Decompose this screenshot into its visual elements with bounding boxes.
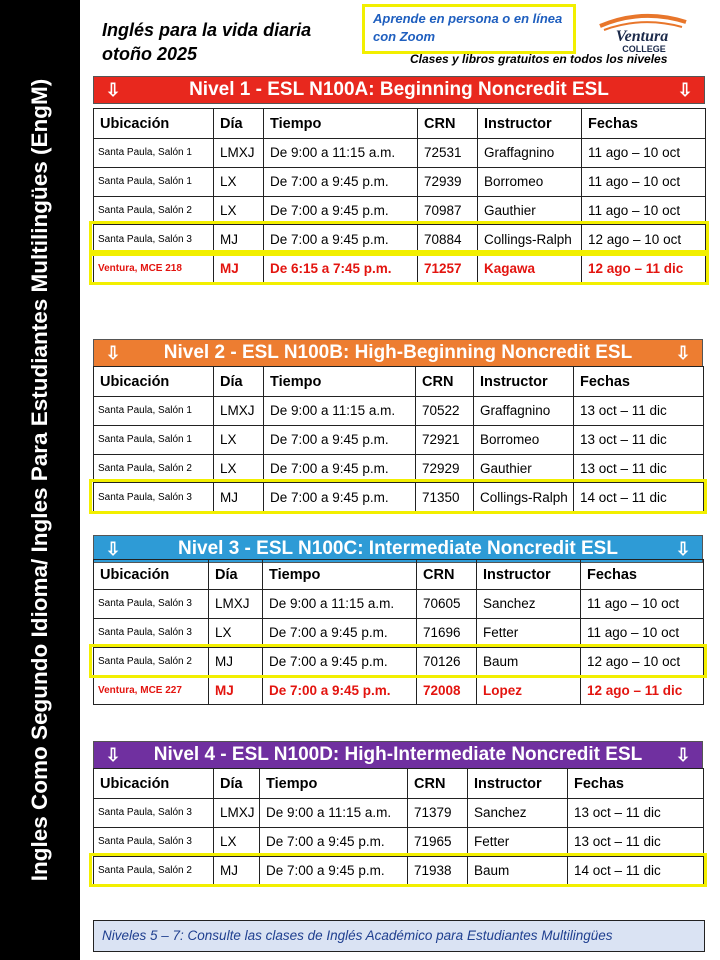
cell-instructor: Fetter: [477, 618, 581, 647]
cell-crn: 72929: [416, 454, 474, 483]
cell-crn: 70126: [417, 647, 477, 676]
cell-instructor: Borromeo: [474, 425, 574, 454]
column-header-tiempo: Tiempo: [260, 769, 408, 799]
footer-note: Niveles 5 – 7: Consulte las clases de Inglés Académico para Estudiantes Multilingües: [93, 920, 705, 952]
cell-instructor: Baum: [477, 647, 581, 676]
cell-tiempo: De 7:00 a 9:45 p.m.: [264, 167, 418, 196]
column-header-dia: Día: [214, 367, 264, 397]
cell-fechas: 13 oct – 11 dic: [574, 397, 704, 426]
column-header-fechas: Fechas: [581, 560, 704, 590]
cell-tiempo: De 7:00 a 9:45 p.m.: [263, 647, 417, 676]
cell-dia: LX: [214, 167, 264, 196]
cell-fechas: 11 ago – 10 oct: [582, 196, 706, 225]
cell-fechas: 11 ago – 10 oct: [582, 167, 706, 196]
level-4-banner: [93, 741, 703, 769]
level-1-banner: [93, 76, 705, 104]
table-row: [94, 483, 704, 512]
cell-tiempo: De 7:00 a 9:45 p.m.: [264, 483, 416, 512]
cell-dia: LX: [214, 425, 264, 454]
level-2-banner: [93, 339, 703, 367]
column-header-fechas: Fechas: [568, 769, 704, 799]
cell-dia: LX: [214, 196, 264, 225]
table-header-row: [94, 560, 704, 590]
down-arrow-icon: ⇩: [105, 745, 121, 765]
cell-dia: LX: [209, 618, 263, 647]
column-header-tiempo: Tiempo: [264, 109, 418, 139]
down-arrow-icon: ⇩: [675, 539, 691, 559]
table-row: [94, 225, 706, 254]
table-row: [94, 425, 704, 454]
cell-dia: LX: [214, 454, 264, 483]
cell-ubicacion: Santa Paula, Salón 2: [94, 647, 209, 676]
page-title: [102, 18, 311, 66]
cell-instructor: Sanchez: [468, 799, 568, 828]
sidebar-vertical-title: Ingles Como Segundo Idioma/ Ingles Para Estudiantes Multilingües (EngM): [27, 78, 52, 882]
cell-instructor: Gauthier: [474, 454, 574, 483]
cell-ubicacion: Santa Paula, Salón 3: [94, 799, 214, 828]
cell-ubicacion: Santa Paula, Salón 1: [94, 425, 214, 454]
table-row: [94, 676, 704, 705]
zoom-callout: Aprende en persona o en línea con Zoom: [362, 4, 576, 54]
cell-instructor: Sanchez: [477, 590, 581, 619]
cell-ubicacion: Santa Paula, Salón 2: [94, 454, 214, 483]
cell-dia: MJ: [209, 676, 263, 705]
cell-instructor: Kagawa: [478, 254, 582, 283]
cell-fechas: 12 ago – 10 oct: [581, 647, 704, 676]
cell-ubicacion: Ventura, MCE 227: [94, 676, 209, 705]
logo-subtitle: COLLEGE: [622, 44, 666, 54]
cell-ubicacion: Santa Paula, Salón 1: [94, 397, 214, 426]
cell-dia: MJ: [214, 483, 264, 512]
cell-dia: MJ: [214, 225, 264, 254]
cell-tiempo: De 7:00 a 9:45 p.m.: [260, 856, 408, 885]
table-row: [94, 454, 704, 483]
table-header-row: [94, 109, 706, 139]
column-header-ubicacion: Ubicación: [94, 769, 214, 799]
table-row: [94, 647, 704, 676]
cell-tiempo: De 6:15 a 7:45 p.m.: [264, 254, 418, 283]
cell-ubicacion: Santa Paula, Salón 3: [94, 827, 214, 856]
table-row: [94, 254, 706, 283]
level-title: Nivel 1 - ESL N100A: Beginning Noncredit ESL: [189, 79, 609, 100]
cell-dia: LMXJ: [214, 397, 264, 426]
cell-instructor: Baum: [468, 856, 568, 885]
cell-tiempo: De 9:00 a 11:15 a.m.: [260, 799, 408, 828]
table-row: [94, 799, 704, 828]
level-title: Nivel 3 - ESL N100C: Intermediate Noncredit ESL: [178, 538, 618, 559]
column-header-crn: CRN: [418, 109, 478, 139]
down-arrow-icon: ⇩: [675, 745, 691, 765]
cell-dia: MJ: [214, 254, 264, 283]
cell-ubicacion: Santa Paula, Salón 3: [94, 483, 214, 512]
cell-crn: 70605: [417, 590, 477, 619]
level-4-schedule-table: [93, 768, 704, 885]
cell-dia: LMXJ: [214, 799, 260, 828]
cell-fechas: 12 ago – 10 oct: [582, 225, 706, 254]
level-2-schedule-table: [93, 366, 704, 512]
table-row: [94, 618, 704, 647]
cell-tiempo: De 7:00 a 9:45 p.m.: [264, 196, 418, 225]
cell-fechas: 13 oct – 11 dic: [568, 827, 704, 856]
cell-fechas: 13 oct – 11 dic: [574, 425, 704, 454]
table-row: [94, 397, 704, 426]
cell-instructor: Fetter: [468, 827, 568, 856]
cell-tiempo: De 7:00 a 9:45 p.m.: [264, 225, 418, 254]
cell-dia: LX: [214, 827, 260, 856]
cell-tiempo: De 7:00 a 9:45 p.m.: [264, 454, 416, 483]
cell-instructor: Gauthier: [478, 196, 582, 225]
column-header-crn: CRN: [408, 769, 468, 799]
cell-fechas: 13 oct – 11 dic: [574, 454, 704, 483]
cell-crn: 71257: [418, 254, 478, 283]
column-header-tiempo: Tiempo: [263, 560, 417, 590]
table-header-row: [94, 367, 704, 397]
cell-crn: 71696: [417, 618, 477, 647]
cell-crn: 71350: [416, 483, 474, 512]
cell-tiempo: De 9:00 a 11:15 a.m.: [263, 590, 417, 619]
column-header-instructor: Instructor: [478, 109, 582, 139]
cell-dia: LMXJ: [209, 590, 263, 619]
down-arrow-icon: ⇩: [105, 539, 121, 559]
down-arrow-icon: ⇩: [677, 80, 693, 100]
cell-fechas: 13 oct – 11 dic: [568, 799, 704, 828]
sidebar-band: [0, 0, 80, 960]
column-header-ubicacion: Ubicación: [94, 560, 209, 590]
level-3-schedule-table: [93, 559, 704, 705]
cell-crn: 71965: [408, 827, 468, 856]
cell-instructor: Graffagnino: [478, 139, 582, 168]
cell-crn: 71379: [408, 799, 468, 828]
column-header-crn: CRN: [416, 367, 474, 397]
column-header-fechas: Fechas: [574, 367, 704, 397]
cell-dia: LMXJ: [214, 139, 264, 168]
logo-wordmark: Ventura: [615, 28, 669, 45]
level-title: Nivel 4 - ESL N100D: High-Intermediate Noncredit ESL: [153, 744, 643, 765]
cell-crn: 72921: [416, 425, 474, 454]
down-arrow-icon: ⇩: [105, 343, 121, 363]
table-row: [94, 827, 704, 856]
level-1-schedule-table: [93, 108, 706, 283]
cell-fechas: 11 ago – 10 oct: [581, 618, 704, 647]
cell-ubicacion: Santa Paula, Salón 2: [94, 856, 214, 885]
column-header-instructor: Instructor: [477, 560, 581, 590]
cell-tiempo: De 7:00 a 9:45 p.m.: [260, 827, 408, 856]
column-header-tiempo: Tiempo: [264, 367, 416, 397]
cell-crn: 70522: [416, 397, 474, 426]
cell-tiempo: De 9:00 a 11:15 a.m.: [264, 397, 416, 426]
column-header-ubicacion: Ubicación: [94, 109, 214, 139]
cell-fechas: 12 ago – 11 dic: [581, 676, 704, 705]
cell-instructor: Collings-Ralph: [478, 225, 582, 254]
column-header-instructor: Instructor: [474, 367, 574, 397]
cell-fechas: 14 oct – 11 dic: [568, 856, 704, 885]
cell-crn: 70884: [418, 225, 478, 254]
cell-crn: 72531: [418, 139, 478, 168]
cell-crn: 72008: [417, 676, 477, 705]
column-header-ubicacion: Ubicación: [94, 367, 214, 397]
cell-instructor: Graffagnino: [474, 397, 574, 426]
column-header-fechas: Fechas: [582, 109, 706, 139]
cell-ubicacion: Santa Paula, Salón 2: [94, 196, 214, 225]
level-title: Nivel 2 - ESL N100B: High-Beginning Noncredit ESL: [163, 342, 633, 363]
free-classes-note: Clases y libros gratuitos en todos los niveles: [410, 52, 668, 66]
ventura-college-logo: [594, 12, 690, 54]
column-header-dia: Día: [214, 769, 260, 799]
cell-tiempo: De 7:00 a 9:45 p.m.: [263, 618, 417, 647]
table-row: [94, 590, 704, 619]
cell-dia: MJ: [214, 856, 260, 885]
cell-fechas: 11 ago – 10 oct: [582, 139, 706, 168]
column-header-dia: Día: [209, 560, 263, 590]
cell-ubicacion: Santa Paula, Salón 3: [94, 225, 214, 254]
cell-ubicacion: Santa Paula, Salón 3: [94, 618, 209, 647]
cell-dia: MJ: [209, 647, 263, 676]
table-row: [94, 167, 706, 196]
table-row: [94, 856, 704, 885]
cell-tiempo: De 9:00 a 11:15 a.m.: [264, 139, 418, 168]
cell-tiempo: De 7:00 a 9:45 p.m.: [264, 425, 416, 454]
cell-ubicacion: Santa Paula, Salón 1: [94, 139, 214, 168]
down-arrow-icon: ⇩: [675, 343, 691, 363]
cell-fechas: 11 ago – 10 oct: [581, 590, 704, 619]
cell-crn: 71938: [408, 856, 468, 885]
title-line-1: Inglés para la vida diaria: [102, 20, 312, 40]
cell-tiempo: De 7:00 a 9:45 p.m.: [263, 676, 417, 705]
cell-ubicacion: Ventura, MCE 218: [94, 254, 214, 283]
cell-instructor: Lopez: [477, 676, 581, 705]
cell-ubicacion: Santa Paula, Salón 1: [94, 167, 214, 196]
cell-crn: 72939: [418, 167, 478, 196]
column-header-dia: Día: [214, 109, 264, 139]
table-row: [94, 139, 706, 168]
cell-instructor: Borromeo: [478, 167, 582, 196]
table-row: [94, 196, 706, 225]
table-header-row: [94, 769, 704, 799]
title-line-2: otoño 2025: [102, 44, 198, 64]
cell-instructor: Collings-Ralph: [474, 483, 574, 512]
cell-fechas: 14 oct – 11 dic: [574, 483, 704, 512]
cell-ubicacion: Santa Paula, Salón 3: [94, 590, 209, 619]
down-arrow-icon: ⇩: [105, 80, 121, 100]
cell-crn: 70987: [418, 196, 478, 225]
column-header-crn: CRN: [417, 560, 477, 590]
column-header-instructor: Instructor: [468, 769, 568, 799]
cell-fechas: 12 ago – 11 dic: [582, 254, 706, 283]
